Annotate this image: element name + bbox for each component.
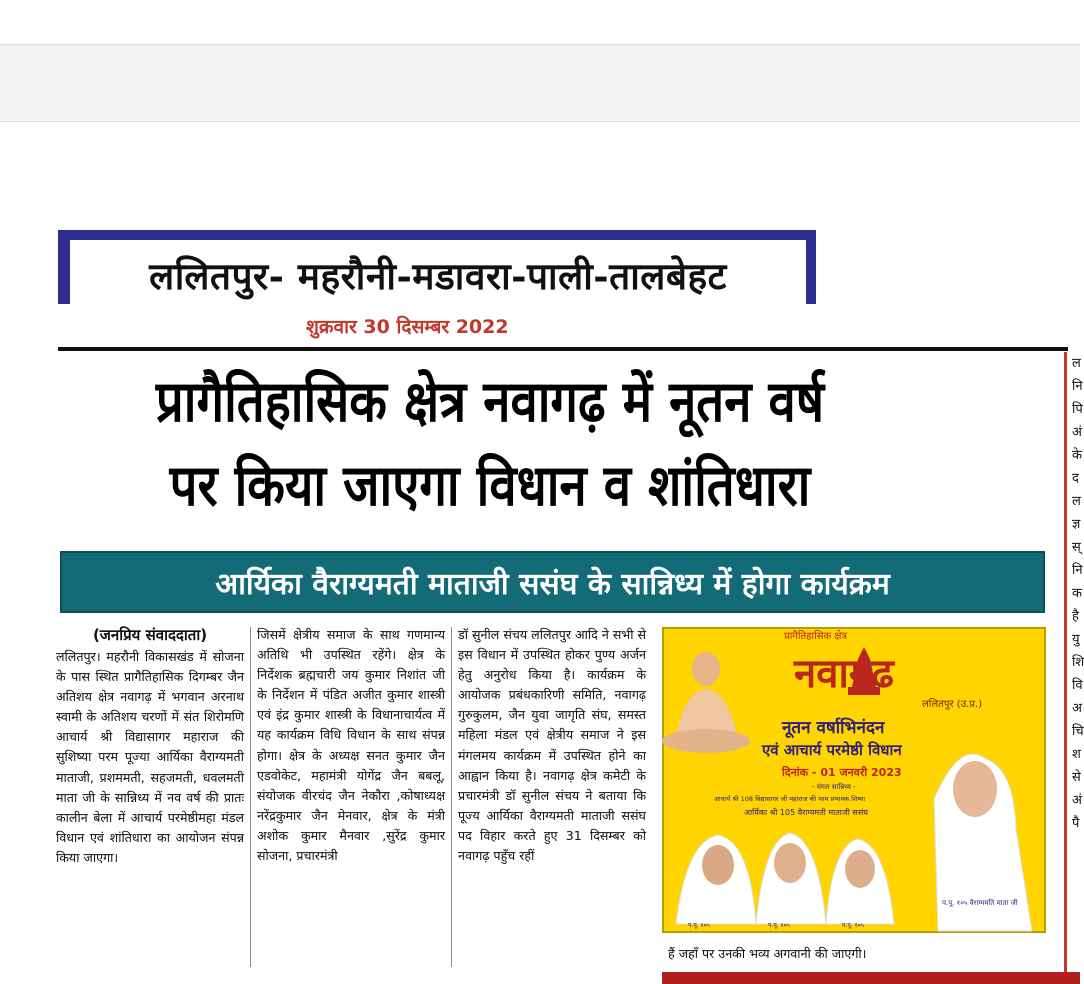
fragment: के xyxy=(1072,448,1082,463)
fragment: ल xyxy=(1072,494,1081,509)
column-1-text: ललितपुर। महरौनी विकासखंड में सोजना के पास स्थित प्रागैतिहासिक दिगम्बर जैन अतिशय क्षेत्र नवागढ़ में भगवान अरनाथ स्वामी के अतिशय चरणों में संत शिरोमणि आचार्य श्री विद्यासागर महाराज की सुशिष्या परम पूज्या आर्यिका वैराग्यमती माताजी, प्रशममती, सहजमती, धवलमती माता जी के सान्निध्य में नव वर्ष की प्रातः कालीन बेला में आचार्य परमेष्ठीमहा मंडल विधान एवं शांतिधारा का आयोजन संपन्न किया जाएगा। xyxy=(56,649,244,865)
poster-line-2: एवं आचार्य परमेष्ठी विधान xyxy=(762,741,902,759)
fragment: पि xyxy=(1072,402,1083,417)
fragment: पै xyxy=(1072,816,1080,831)
poster-small-1: आचार्य श्री 108 विद्यासागर जी महाराज की परम प्रभावक शिष्या xyxy=(714,795,866,803)
article-column-3 xyxy=(458,625,646,866)
masthead-title: ललितपुर- महरौनी-मडावरा-पाली-तालबेहट xyxy=(70,240,806,308)
fragment: क xyxy=(1072,586,1082,601)
fragment: ल xyxy=(1072,356,1081,371)
portrait-label-main: प.पू. १०५ वैराग्यमति माता जी xyxy=(942,899,1018,907)
poster-title: नवागढ xyxy=(794,651,894,697)
fragment: नि xyxy=(1072,563,1083,578)
fragment: श xyxy=(1072,747,1081,762)
toolbar-strip xyxy=(0,45,1080,122)
fragment: द xyxy=(1072,471,1079,486)
portrait-label-a: प.पू. १०५ xyxy=(688,922,710,929)
article-continuation: हैं जहाँ पर उनकी भव्य अगवानी की जाएगी। xyxy=(668,946,867,961)
fragment: अ xyxy=(1072,701,1082,716)
headline-line-2: पर किया जाएगा विधान व शांतिधारा xyxy=(169,453,811,519)
fragment: स् xyxy=(1072,540,1081,555)
portrait-label-c: प.पू. १०५ xyxy=(842,922,864,929)
header-rule xyxy=(58,347,1068,351)
fragment: अं xyxy=(1072,425,1082,440)
poster-top-label: प्रागैतिहासिक क्षेत्र xyxy=(784,631,847,642)
column-3-text: डॉ सुनील संचय ललितपुर आदि ने सभी से इस विधान में उपस्थित होकर पुण्य अर्जन हेतु अनुरोध किया है। कार्यक्रम के आयोजक प्रबंधकारिणी समिति, नवागढ़ गुरुकुलम, जैन युवा जागृति संघ, समस्त महिला मंडल एवं क्षेत्रीय समाज ने इस मंगलमय कार्यक्रम में उपस्थित होने का आह्वान किया है। नवागढ़ क्षेत्र कमेटी के प्रचारमंत्री डॉ सुनील संचय ने बताया कि पूज्य आर्यिका वैराग्यमती माताजी ससंघ पद विहार करते हुए 31 दिसम्बर को नवागढ़ पहुँच रहीं xyxy=(458,627,646,864)
portrait-label-b: प.पू. १०५ xyxy=(768,922,790,929)
event-poster-image xyxy=(662,627,1046,933)
fragment: शि xyxy=(1072,655,1084,670)
fragment: चि xyxy=(1072,724,1084,739)
fragment: से xyxy=(1072,770,1081,785)
next-section-band xyxy=(662,972,1080,984)
browser-top-bar xyxy=(0,0,1080,45)
fragment: नि xyxy=(1072,379,1083,394)
column-divider xyxy=(250,627,251,967)
publication-date: शुक्रवार 30 दिसम्बर 2022 xyxy=(306,316,509,338)
fragment: है xyxy=(1072,609,1079,624)
fragment: यु xyxy=(1072,632,1080,647)
poster-blessing: - मंगल सान्निध्य - xyxy=(812,783,856,791)
poster-date: दिनांक - 01 जनवरी 2023 xyxy=(782,766,902,779)
column-divider xyxy=(451,627,452,967)
adjacent-article-fragment xyxy=(1064,352,1083,972)
poster-place: ललितपुर (उ.प्र.) xyxy=(922,699,983,710)
fragment: ज्ञ xyxy=(1072,517,1081,532)
headline xyxy=(60,360,920,528)
poster-line-1: नूतन वर्षाभिनंदन xyxy=(782,718,885,738)
headline-line-1: प्रागैतिहासिक क्षेत्र नवागढ़ में नूतन वर्ष xyxy=(155,369,825,435)
column-2-text: जिसमें क्षेत्रीय समाज के साथ गणमान्य अतिथि भी उपस्थित रहेंगे। क्षेत्र के निर्देशक ब्रह्मचारी जय कुमार निशांत जी के निर्देशन में पंडित अजीत कुमार शास्त्री एवं इंद्र कुमार शास्त्री के विधानाचार्यत्व में यह कार्यक्रम विधि विधान के साथ संपन्न होगा। क्षेत्र के अध्यक्ष सनत कुमार जैन एडवोकेट, महामंत्री योगेंद्र जैन बबलू, संयोजक वीरचंद जैन नेकौरा ,कोषाध्यक्ष नरेंद्रकुमार जैन मेनवार, क्षेत्र के मंत्री अशोक कुमार मैनवार ,सुरेंद्र कुमार सोजना, प्रचारमंत्री xyxy=(257,627,445,864)
fragment: अं xyxy=(1072,793,1082,808)
poster-small-2: आर्यिका श्री 105 वैराग्यमती माताजी ससंघ xyxy=(744,808,868,817)
fragment: वि xyxy=(1072,678,1083,693)
article-column-1 xyxy=(56,625,244,868)
byline: (जनप्रिय संवाददाता) xyxy=(92,626,208,644)
subheadline-banner: आर्यिका वैराग्यमती माताजी ससंघ के सान्निध्य में होगा कार्यक्रम xyxy=(60,551,1045,613)
poster-graphic xyxy=(664,629,1044,931)
article-column-2 xyxy=(257,625,445,866)
